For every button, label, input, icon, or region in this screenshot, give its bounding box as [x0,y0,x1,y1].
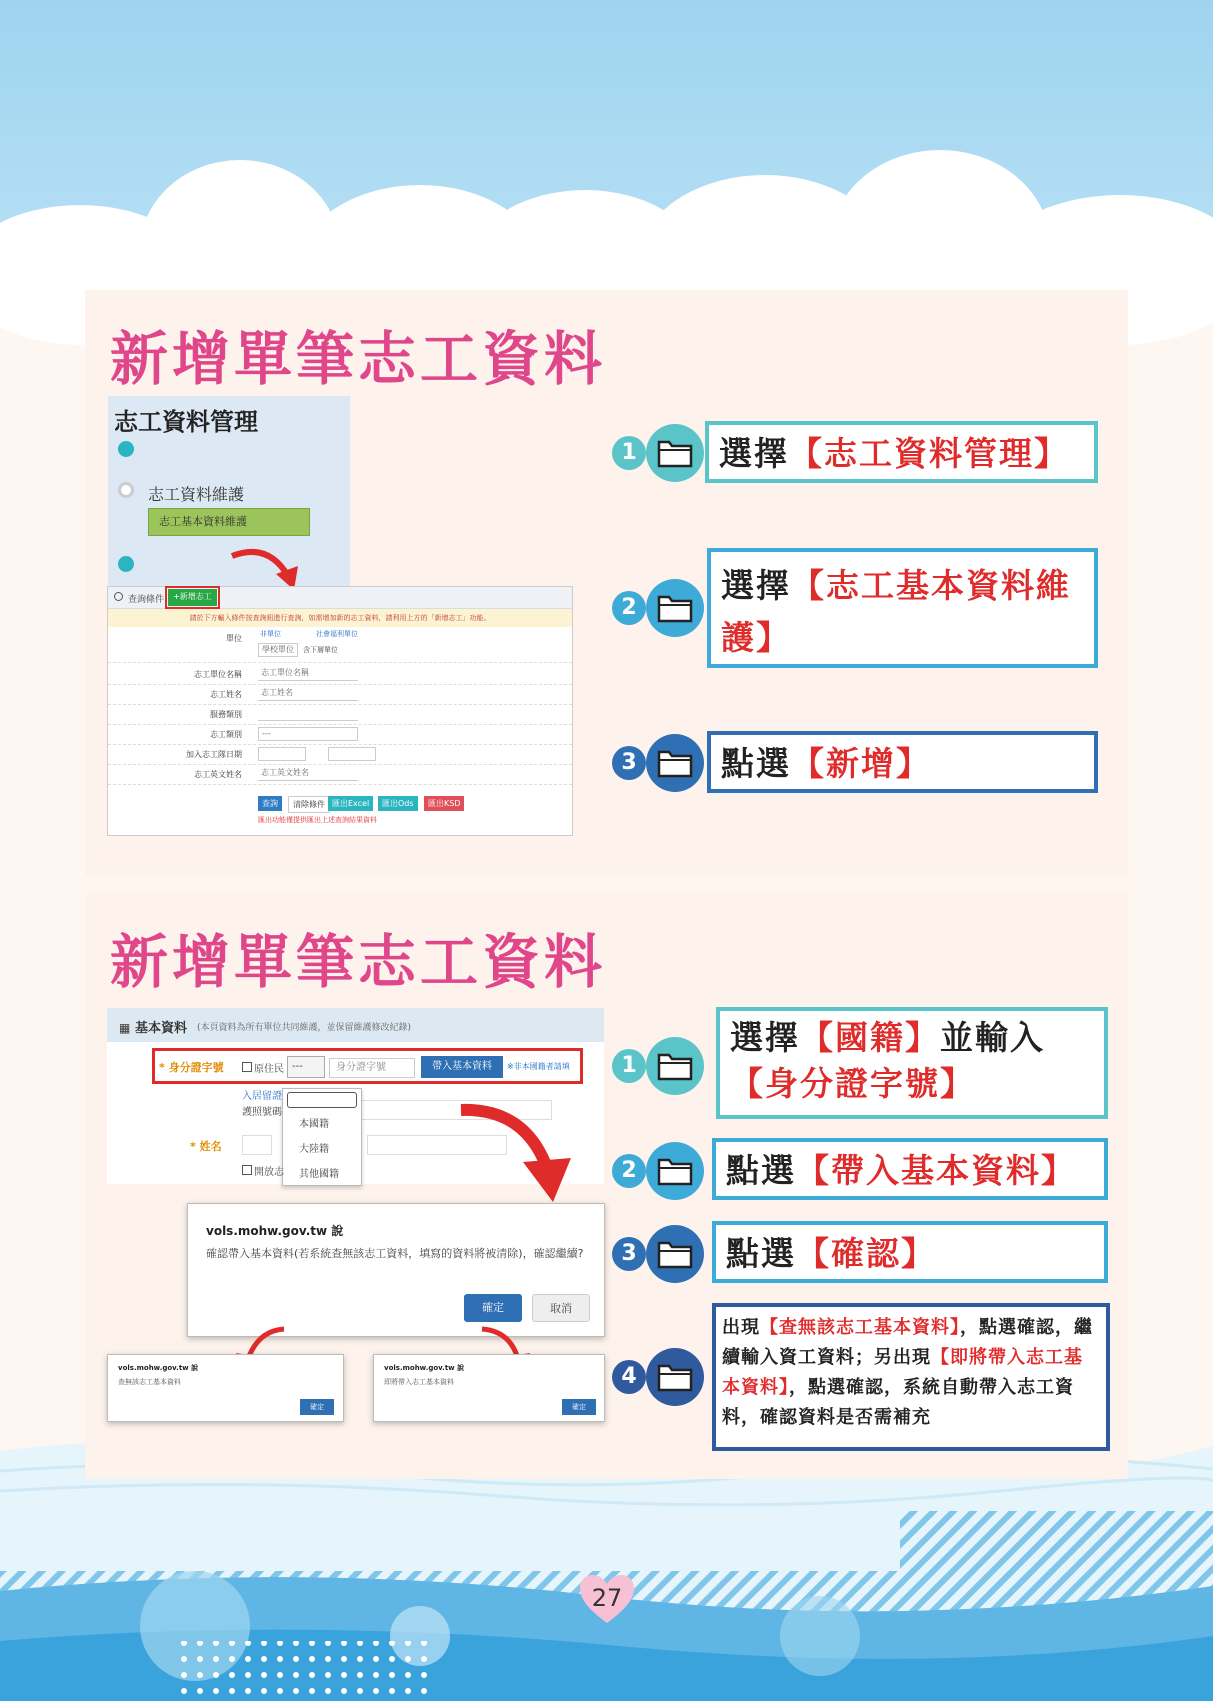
step-number-badge: 4 [612,1360,646,1394]
step-verb: 點選 [726,1151,796,1190]
grid-icon: ▦ [119,1021,131,1035]
clear-button[interactable]: 清除條件 [288,796,330,813]
id-input[interactable]: 身分證字號 [329,1058,415,1078]
basic-info-header [107,1008,604,1042]
step-3-box [712,1221,1108,1283]
step-verb: 選擇 [730,1018,800,1057]
step-verb: 選擇 [721,566,791,605]
date-from-input[interactable] [258,747,306,761]
step-highlight: 【確認】 [796,1234,936,1273]
section-2-title: 新增單筆志工資料 [110,928,607,996]
export-ksd-button[interactable]: 匯出KSD [424,796,464,811]
unit-name-input[interactable]: 志工單位名稱 [258,667,358,681]
step-3-box [707,731,1098,793]
folder-icon [646,579,704,637]
step-2-box [712,1138,1108,1200]
field-label: 加入志工隊日期 [186,750,242,759]
form-row-unit [108,629,572,663]
step-2 [612,1138,1112,1202]
search-form-screenshot [107,586,573,836]
name-label: * 姓名 [190,1140,222,1153]
dialog-site: vols.mohw.gov.tw 說 [206,1224,344,1238]
page-number: 27 [591,1584,623,1612]
step-3 [612,1221,1112,1285]
dialog-message: 查無該志工基本資料 [118,1378,181,1386]
step-highlight: 【志工基本資料維護】 [721,566,1071,657]
folder-icon [646,424,704,482]
dialog-ok-button[interactable]: 確定 [562,1399,596,1415]
dialog-ok-button[interactable]: 確定 [300,1399,334,1415]
native-label: 原住民 [254,1064,284,1075]
step-2-box [707,548,1098,668]
will-fetch-dialog [373,1354,605,1422]
date-to-input[interactable] [328,747,376,761]
menu-title: 志工資料管理 [114,408,258,436]
step-highlight: 【新增】 [791,744,931,783]
unit-link[interactable]: 社會福利單位 [316,630,358,638]
form-row [108,725,572,745]
field-label: 志工英文姓名 [194,770,242,779]
step-number-badge: 3 [612,1237,646,1271]
form-rows [108,629,572,799]
step-post: 並輸入 [940,1018,1045,1057]
folder-icon [646,1142,704,1200]
field-label: 單位 [226,634,242,643]
tag-icon [118,441,134,457]
step-number-badge: 2 [612,591,646,625]
submenu-button[interactable]: 志工基本資料維護 [148,508,310,536]
foreign-note: ※非本國籍者請填 [507,1062,570,1071]
nationality-select[interactable]: --- [287,1056,325,1078]
step-text: ，點選確認，系統自動帶入志工資料，確認資料是否需補充 [722,1377,1074,1428]
include-sub-checkbox[interactable]: 含下層單位 [303,646,338,654]
not-found-dialog [107,1354,344,1422]
unit-link[interactable]: 非單位 [260,630,281,638]
step-1-box [716,1007,1108,1119]
passport-label: 護照號碼 [242,1107,282,1118]
name-input[interactable]: 志工姓名 [258,687,358,701]
folder-icon [646,734,704,792]
field-label: 志工類別 [210,730,242,739]
service-type-input[interactable] [258,707,358,721]
fetch-basic-data-button[interactable]: 帶入基本資料 [421,1056,503,1078]
form-row [108,705,572,725]
notice-bar: 請於下方輸入條件按查詢鈕進行查詢，如需增加新的志工資料，請利用上方的「新增志工」功能。 [108,609,572,627]
nationality-dropdown [282,1088,362,1186]
open-checkbox[interactable] [242,1165,252,1175]
dropdown-option[interactable]: 大陸籍 [299,1144,329,1155]
dropdown-search[interactable] [287,1092,357,1108]
field-label: 服務類別 [210,710,242,719]
radio-icon [118,482,134,498]
section-1-title: 新增單筆志工資料 [110,325,607,393]
form-row [108,685,572,705]
field-label: 志工姓名 [210,690,242,699]
form-row [108,765,572,785]
step-highlight: 【帶入基本資料】 [796,1151,1076,1190]
unit-select[interactable]: 學校單位 [258,643,298,657]
form-row [108,745,572,765]
dialog-message: 即將帶入志工基本資料 [384,1378,454,1386]
name-input[interactable] [242,1135,272,1155]
warning-text: 匯出功能僅提供匯出上述查詢結果資料 [258,816,377,824]
step-highlight: 【查無該志工基本資料】 [760,1317,960,1338]
dialog-site: vols.mohw.gov.tw 說 [118,1364,199,1372]
step-1-box [705,421,1098,483]
menu-item[interactable]: 志工資料維護 [148,485,245,504]
query-button[interactable]: 查詢 [258,796,282,811]
folder-icon [646,1037,704,1095]
folder-icon [646,1225,704,1283]
search-header [108,587,572,609]
dialog-ok-button[interactable]: 確定 [464,1294,522,1322]
step-number-badge: 1 [612,1049,646,1083]
add-volunteer-button[interactable]: +新增志工 [168,589,217,606]
form-row [108,665,572,685]
basic-info-note: (本頁資料為所有單位共同維護，並保留維護修改紀錄) [197,1023,412,1033]
step-highlight: 【即將帶入志工基本資料】 [722,1347,1083,1398]
basic-info-title: 基本資料 [135,1021,188,1036]
step-4-box [712,1303,1110,1451]
step-number-badge: 3 [612,746,646,780]
dropdown-option[interactable]: 其他國籍 [299,1169,339,1180]
step-text: ，點選確認，繼續輸入資工資料；另出現 [722,1317,1093,1368]
dialog-site: vols.mohw.gov.tw 說 [384,1364,465,1372]
step-verb: 點選 [721,744,791,783]
step-1 [612,421,1102,485]
search-icon [114,592,123,601]
step-1 [612,1007,1112,1119]
step-4 [612,1303,1112,1451]
red-arrow [455,1098,575,1208]
step-highlight: 【身分證字號】 [730,1064,975,1103]
residence-label: 入居留證 [242,1091,282,1102]
export-ods-button[interactable]: 匯出Ods [378,796,418,811]
english-name-input[interactable]: 志工英文姓名 [258,767,358,781]
dropdown-option[interactable]: 本國籍 [299,1119,329,1130]
step-3 [612,731,1102,795]
step-highlight: 【志工資料管理】 [789,434,1069,473]
dialog-cancel-button[interactable]: 取消 [532,1294,590,1322]
folder-icon [646,1348,704,1406]
step-number-badge: 2 [612,1154,646,1188]
export-excel-button[interactable]: 匯出Excel [328,796,373,811]
volunteer-type-select[interactable]: --- [258,727,358,741]
step-number-badge: 1 [612,436,646,470]
step-verb: 點選 [726,1234,796,1273]
tag-icon [118,556,134,572]
action-buttons [258,796,558,812]
dialog-message: 確認帶入基本資料(若系統查無該志工資料，填寫的資料將被清除)，確認繼續? [206,1247,584,1260]
step-text: 出現 [722,1317,760,1338]
confirm-dialog [187,1203,605,1337]
id-label: * 身分證字號 [159,1061,224,1074]
step-2 [612,548,1102,672]
field-label: 志工單位名稱 [194,670,242,679]
native-checkbox[interactable] [242,1062,252,1072]
step-highlight: 【國籍】 [800,1018,940,1057]
search-label: 查詢條件 [128,595,165,605]
open-label: 開放志 [254,1167,284,1178]
step-verb: 選擇 [719,434,789,473]
